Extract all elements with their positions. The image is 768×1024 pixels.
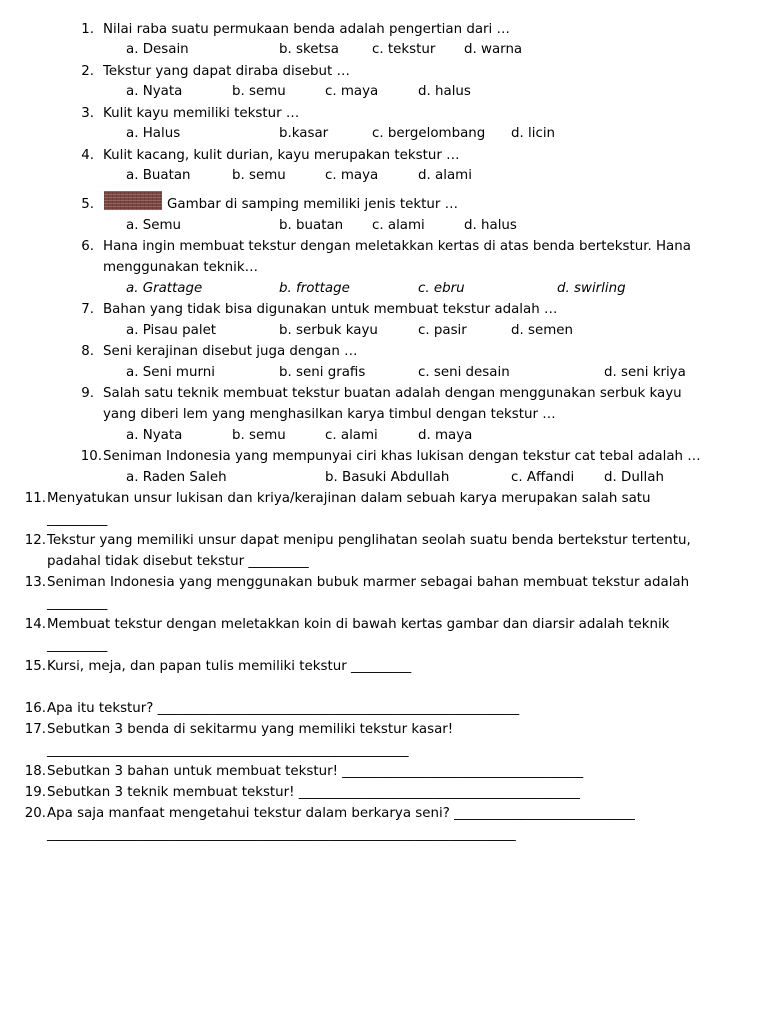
- option-a: a. Raden Saleh: [126, 470, 227, 485]
- option-b: b. semu: [232, 84, 286, 99]
- option-d: d. semen: [511, 323, 573, 338]
- question-number: 3.: [81, 106, 94, 121]
- question-text: Seni kerajinan disebut juga dengan …: [103, 344, 358, 359]
- question-number: 5.: [81, 197, 94, 212]
- question-number: 1.: [81, 22, 94, 37]
- option-d: d. seni kriya: [604, 365, 686, 380]
- option-b: b. Basuki Abdullah: [325, 470, 450, 485]
- question-text-continued: yang diberi lem yang menghasilkan karya timbul dengan tekstur …: [103, 407, 556, 422]
- option-b: b. serbuk kayu: [279, 323, 378, 338]
- question-number: 16.: [24, 701, 46, 716]
- question-number: 10.: [80, 449, 102, 464]
- option-d: d. halus: [418, 84, 471, 99]
- option-a: a. Buatan: [126, 168, 191, 183]
- question-text: Seniman Indonesia yang menggunakan bubuk marmer sebagai bahan membuat tekstur adalah: [47, 575, 690, 590]
- question-number: 7.: [81, 302, 94, 317]
- option-d: d. Dullah: [604, 470, 664, 485]
- question-text: Tekstur yang memiliki unsur dapat menipu penglihatan seolah suatu benda bertekstur tertentu,: [47, 533, 691, 548]
- question-text: Apa saja manfaat mengetahui tekstur dalam berkarya seni? ___________________________: [47, 806, 635, 821]
- option-b: b. frottage: [279, 281, 350, 296]
- answer-blank: _________: [47, 512, 108, 527]
- question-number: 6.: [81, 239, 94, 254]
- option-d: d. maya: [418, 428, 473, 443]
- option-a: a. Grattage: [126, 281, 203, 296]
- question-text: Kulit kacang, kulit durian, kayu merupakan tekstur …: [103, 148, 460, 163]
- option-b: b. semu: [232, 428, 286, 443]
- option-c: c. maya: [325, 168, 379, 183]
- option-c: c. seni desain: [418, 365, 510, 380]
- option-c: c. Affandi: [511, 470, 575, 485]
- question-number: 8.: [81, 344, 94, 359]
- question-number: 12.: [24, 533, 46, 548]
- option-d: d. alami: [418, 168, 472, 183]
- option-b: b. sketsa: [279, 42, 339, 57]
- option-a: a. Nyata: [126, 428, 183, 443]
- option-a: a. Seni murni: [126, 365, 215, 380]
- option-d: d. swirling: [557, 281, 626, 296]
- question-text-continued: menggunakan teknik…: [103, 260, 259, 275]
- question-text: Gambar di samping memiliki jenis tektur …: [167, 197, 459, 212]
- question-text: Apa itu tekstur? ______________________________________________________: [47, 701, 520, 716]
- question-number: 9.: [81, 386, 94, 401]
- question-text: Membuat tekstur dengan meletakkan koin di bawah kertas gambar dan diarsir adalah teknik: [47, 617, 670, 632]
- option-d: d. licin: [511, 126, 556, 141]
- answer-blank: ______________________________________________________________________: [47, 827, 516, 842]
- question-text: Nilai raba suatu permukaan benda adalah pengertian dari …: [103, 22, 510, 37]
- question-number: 14.: [24, 617, 46, 632]
- question-number: 11.: [24, 491, 46, 506]
- question-number: 17.: [24, 722, 46, 737]
- question-text: Kursi, meja, dan papan tulis memiliki tekstur _________: [47, 659, 412, 674]
- question-number: 4.: [81, 148, 94, 163]
- option-a: a. Halus: [126, 126, 181, 141]
- question-text: Sebutkan 3 benda di sekitarmu yang memiliki tekstur kasar!: [47, 722, 454, 737]
- texture-image: [104, 191, 162, 210]
- option-a: a. Semu: [126, 218, 181, 233]
- answer-blank: _________: [47, 596, 108, 611]
- question-text: Salah satu teknik membuat tekstur buatan adalah dengan menggunakan serbuk kayu: [103, 386, 682, 401]
- question-text: Menyatukan unsur lukisan dan kriya/kerajinan dalam sebuah karya merupakan salah satu: [47, 491, 651, 506]
- question-number: 2.: [81, 64, 94, 79]
- question-text: Sebutkan 3 teknik membuat tekstur! __________________________________________: [47, 785, 580, 800]
- question-number: 15.: [24, 659, 46, 674]
- option-a: a. Desain: [126, 42, 189, 57]
- option-b: b. seni grafis: [279, 365, 366, 380]
- question-text: Tekstur yang dapat diraba disebut …: [103, 64, 350, 79]
- option-d: d. halus: [464, 218, 517, 233]
- question-text-continued: padahal tidak disebut tekstur _________: [47, 554, 309, 569]
- question-text: Seniman Indonesia yang mempunyai ciri khas lukisan dengan tekstur cat tebal adalah …: [103, 449, 701, 464]
- question-number: 19.: [24, 785, 46, 800]
- option-a: a. Pisau palet: [126, 323, 217, 338]
- question-text: Hana ingin membuat tekstur dengan meletakkan kertas di atas benda bertekstur. Hana: [103, 239, 691, 254]
- option-b: b.kasar: [279, 126, 329, 141]
- option-b: b. semu: [232, 168, 286, 183]
- option-b: b. buatan: [279, 218, 344, 233]
- option-c: c. ebru: [418, 281, 465, 296]
- option-c: c. maya: [325, 84, 379, 99]
- question-text: Kulit kayu memiliki tekstur …: [103, 106, 300, 121]
- question-number: 18.: [24, 764, 46, 779]
- option-c: c. tekstur: [372, 42, 436, 57]
- question-number: 20.: [24, 806, 46, 821]
- question-text: Bahan yang tidak bisa digunakan untuk membuat tekstur adalah …: [103, 302, 558, 317]
- question-text: Sebutkan 3 bahan untuk membuat tekstur! ____________________________________: [47, 764, 584, 779]
- question-number: 13.: [24, 575, 46, 590]
- option-a: a. Nyata: [126, 84, 183, 99]
- option-c: c. pasir: [418, 323, 467, 338]
- option-d: d. warna: [464, 42, 523, 57]
- option-c: c. bergelombang: [372, 126, 486, 141]
- option-c: c. alami: [325, 428, 378, 443]
- answer-blank: _________: [47, 638, 108, 653]
- answer-blank: ______________________________________________________: [47, 743, 409, 758]
- option-c: c. alami: [372, 218, 425, 233]
